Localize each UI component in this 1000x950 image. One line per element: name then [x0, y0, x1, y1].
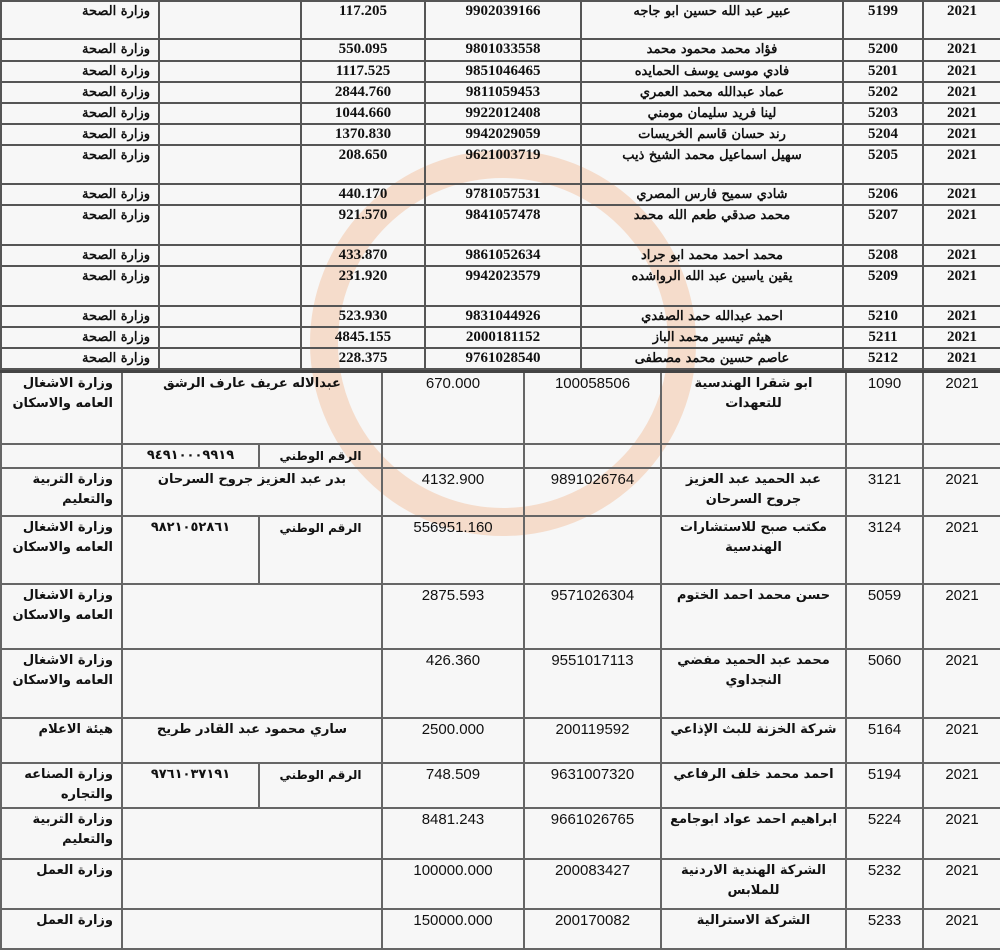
national-id-cell: 9631007320	[524, 763, 661, 808]
amount-cell: 748.509	[382, 763, 524, 808]
name-cell: يقين ياسين عبد الله الرواشده	[581, 266, 843, 306]
table-row	[1, 145, 1000, 184]
record-number-cell: 5208	[843, 245, 923, 266]
ministry-cell: وزارة الصحة	[1, 61, 159, 82]
record-number-cell: 5202	[843, 82, 923, 103]
name-cell: عبد الحميد عبد العزيز جروح السرحان	[661, 468, 846, 516]
name-cell: فادي موسى يوسف الحمايده	[581, 61, 843, 82]
amount-cell: 550.095	[301, 39, 425, 61]
national-id-cell: 9891026764	[524, 468, 661, 516]
name-cell: فؤاد محمد محمود محمد	[581, 39, 843, 61]
year-cell: 2021	[923, 649, 1000, 718]
amount-cell: 117.205	[301, 1, 425, 39]
representative-name-cell	[122, 649, 382, 718]
national-id-cell: 9851046465	[425, 61, 581, 82]
year-cell: 2021	[923, 184, 1000, 205]
record-number-cell: 5206	[843, 184, 923, 205]
table-row	[1, 61, 1000, 82]
national-id-cell: 9761028540	[425, 348, 581, 369]
amount-cell: 2844.760	[301, 82, 425, 103]
amount-cell: 8481.243	[382, 808, 524, 859]
year-cell: 2021	[923, 306, 1000, 327]
national-id-cell: 9781057531	[425, 184, 581, 205]
national-id-cell	[524, 516, 661, 584]
name-cell: احمد محمد خلف الرفاعي	[661, 763, 846, 808]
representative-name-cell	[122, 808, 382, 859]
extra-cell	[159, 327, 301, 348]
national-id-cell	[524, 444, 661, 468]
year-cell: 2021	[923, 763, 1000, 808]
record-number-cell: 5203	[843, 103, 923, 124]
record-number-cell: 5199	[843, 1, 923, 39]
table-row	[1, 205, 1000, 245]
national-id-cell: 200119592	[524, 718, 661, 763]
extra-cell	[159, 82, 301, 103]
record-number-cell: 5212	[843, 348, 923, 369]
year-cell: 2021	[923, 909, 1000, 949]
record-number-cell: 5164	[846, 718, 923, 763]
name-cell: شادي سميح فارس المصري	[581, 184, 843, 205]
year-cell: 2021	[923, 103, 1000, 124]
representative-national-id: ٩٧٦١٠٣٧١٩١	[122, 763, 259, 808]
national-id-cell: 9861052634	[425, 245, 581, 266]
ministry-cell: وزارة الصحة	[1, 82, 159, 103]
record-number-cell: 5194	[846, 763, 923, 808]
amount-cell: 426.360	[382, 649, 524, 718]
amount-cell: 4845.155	[301, 327, 425, 348]
name-cell: ابراهيم احمد عواد ابوجامع	[661, 808, 846, 859]
year-cell: 2021	[923, 516, 1000, 584]
ministry-cell: وزارة الصناعه والتجاره	[1, 763, 122, 808]
table-row	[1, 584, 1000, 649]
name-cell: شركة الخزنة للبث الإذاعي	[661, 718, 846, 763]
representative-name-cell	[122, 584, 382, 649]
national-id-label: الرقم الوطني	[259, 763, 382, 808]
amount-cell: 1044.660	[301, 103, 425, 124]
ministry-cell: وزارة الاشغال العامه والاسكان	[1, 584, 122, 649]
national-id-cell: 9831044926	[425, 306, 581, 327]
amount-cell: 433.870	[301, 245, 425, 266]
name-cell: عاصم حسين محمد مصطفى	[581, 348, 843, 369]
payments-table-bottom	[0, 370, 1000, 950]
table-row	[1, 348, 1000, 369]
ministry-cell: هيئة الاعلام	[1, 718, 122, 763]
national-id-cell: 9942029059	[425, 124, 581, 145]
record-number-cell: 5224	[846, 808, 923, 859]
ministry-cell: وزارة الصحة	[1, 245, 159, 266]
ministry-cell: وزارة الصحة	[1, 103, 159, 124]
record-number-cell: 5211	[843, 327, 923, 348]
amount-cell: 1117.525	[301, 61, 425, 82]
year-cell: 2021	[923, 859, 1000, 909]
table-row	[1, 909, 1000, 949]
extra-cell	[159, 205, 301, 245]
national-id-cell: 9811059453	[425, 82, 581, 103]
table-row	[1, 124, 1000, 145]
national-id-cell: 2000181152	[425, 327, 581, 348]
ministry-cell: وزارة الصحة	[1, 348, 159, 369]
year-cell: 2021	[923, 145, 1000, 184]
table-row	[1, 245, 1000, 266]
extra-cell	[159, 1, 301, 39]
name-cell: محمد عبد الحميد مفضي النجداوي	[661, 649, 846, 718]
record-number-cell: 3121	[846, 468, 923, 516]
national-id-cell: 9621003719	[425, 145, 581, 184]
national-id-cell: 100058506	[524, 372, 661, 444]
ministry-cell: وزارة التربية والتعليم	[1, 468, 122, 516]
national-id-cell: 9942023579	[425, 266, 581, 306]
amount-cell: 228.375	[301, 348, 425, 369]
table-row	[1, 103, 1000, 124]
name-cell: ابو شقرا الهندسية للتعهدات	[661, 372, 846, 444]
ministry-cell	[1, 444, 122, 468]
name-cell: عماد عبدالله محمد العمري	[581, 82, 843, 103]
representative-name-cell: ساري محمود عبد القادر طريح	[122, 718, 382, 763]
table-row	[1, 468, 1000, 516]
ministry-cell: وزارة الصحة	[1, 184, 159, 205]
extra-cell	[159, 348, 301, 369]
national-id-cell: 9661026765	[524, 808, 661, 859]
year-cell: 2021	[923, 348, 1000, 369]
amount-cell: 670.000	[382, 372, 524, 444]
table-row	[1, 82, 1000, 103]
year-cell: 2021	[923, 82, 1000, 103]
record-number-cell: 5209	[843, 266, 923, 306]
national-id-cell: 200083427	[524, 859, 661, 909]
record-number-cell: 5060	[846, 649, 923, 718]
national-id-cell: 9571026304	[524, 584, 661, 649]
record-number-cell: 5059	[846, 584, 923, 649]
name-cell: حسن محمد احمد الختوم	[661, 584, 846, 649]
table-row	[1, 372, 1000, 444]
amount-cell	[382, 444, 524, 468]
extra-cell	[159, 306, 301, 327]
record-number-cell: 5200	[843, 39, 923, 61]
table-row	[1, 718, 1000, 763]
year-cell: 2021	[923, 584, 1000, 649]
year-cell: 2021	[923, 718, 1000, 763]
year-cell: 2021	[923, 205, 1000, 245]
amount-cell: 100000.000	[382, 859, 524, 909]
representative-name-cell: عبدالاله عريف عارف الرشق	[122, 372, 382, 444]
table-row	[1, 184, 1000, 205]
amount-cell: 4132.900	[382, 468, 524, 516]
national-id-label: الرقم الوطني	[259, 516, 382, 584]
name-cell: محمد احمد محمد ابو جراد	[581, 245, 843, 266]
extra-cell	[159, 103, 301, 124]
extra-cell	[159, 184, 301, 205]
national-id-cell: 9551017113	[524, 649, 661, 718]
table-row	[1, 306, 1000, 327]
record-number-cell: 5205	[843, 145, 923, 184]
national-id-label: الرقم الوطني	[259, 444, 382, 468]
amount-cell: 2875.593	[382, 584, 524, 649]
ministry-cell: وزارة الصحة	[1, 1, 159, 39]
extra-cell	[159, 124, 301, 145]
ministry-cell: وزارة الاشغال العامه والاسكان	[1, 372, 122, 444]
amount-cell: 231.920	[301, 266, 425, 306]
payments-table-top	[0, 0, 1000, 370]
year-cell: 2021	[923, 327, 1000, 348]
table-row	[1, 444, 1000, 468]
table-row	[1, 763, 1000, 808]
name-cell: لينا فريد سليمان مومني	[581, 103, 843, 124]
amount-cell: 1370.830	[301, 124, 425, 145]
amount-cell: 556951.160	[382, 516, 524, 584]
ministry-cell: وزارة الصحة	[1, 327, 159, 348]
record-number-cell: 3124	[846, 516, 923, 584]
year-cell: 2021	[923, 39, 1000, 61]
representative-name-cell: بدر عبد العزيز جروح السرحان	[122, 468, 382, 516]
record-number-cell: 1090	[846, 372, 923, 444]
record-number-cell: 5232	[846, 859, 923, 909]
extra-cell	[159, 61, 301, 82]
name-cell: مكتب صبح للاستشارات الهندسية	[661, 516, 846, 584]
extra-cell	[159, 245, 301, 266]
table-row	[1, 516, 1000, 584]
amount-cell: 921.570	[301, 205, 425, 245]
year-cell: 2021	[923, 61, 1000, 82]
ministry-cell: وزارة الصحة	[1, 266, 159, 306]
year-cell: 2021	[923, 372, 1000, 444]
extra-cell	[159, 266, 301, 306]
national-id-cell: 9841057478	[425, 205, 581, 245]
name-cell: الشركة الاسترالية	[661, 909, 846, 949]
year-cell	[923, 444, 1000, 468]
table-row	[1, 649, 1000, 718]
name-cell: محمد صدقي طعم الله محمد	[581, 205, 843, 245]
ministry-cell: وزارة الصحة	[1, 145, 159, 184]
table-row	[1, 266, 1000, 306]
year-cell: 2021	[923, 266, 1000, 306]
year-cell: 2021	[923, 245, 1000, 266]
representative-national-id: ٩٤٩١٠٠٠٩٩١٩	[122, 444, 259, 468]
year-cell: 2021	[923, 124, 1000, 145]
extra-cell	[159, 39, 301, 61]
record-number-cell: 5201	[843, 61, 923, 82]
ministry-cell: وزارة الصحة	[1, 124, 159, 145]
table-row	[1, 327, 1000, 348]
name-cell: هيثم تيسير محمد الباز	[581, 327, 843, 348]
table-row	[1, 1, 1000, 39]
table-row	[1, 859, 1000, 909]
amount-cell: 150000.000	[382, 909, 524, 949]
name-cell	[661, 444, 846, 468]
year-cell: 2021	[923, 468, 1000, 516]
national-id-cell: 9801033558	[425, 39, 581, 61]
ministry-cell: وزارة الصحة	[1, 306, 159, 327]
national-id-cell: 200170082	[524, 909, 661, 949]
year-cell: 2021	[923, 808, 1000, 859]
national-id-cell: 9922012408	[425, 103, 581, 124]
year-cell: 2021	[923, 1, 1000, 39]
record-number-cell: 5210	[843, 306, 923, 327]
representative-name-cell	[122, 859, 382, 909]
ministry-cell: وزارة الصحة	[1, 205, 159, 245]
name-cell: عبير عبد الله حسين ابو جاجه	[581, 1, 843, 39]
ministry-cell: وزارة العمل	[1, 859, 122, 909]
ministry-cell: وزارة الصحة	[1, 39, 159, 61]
ministry-cell: وزارة الاشغال العامه والاسكان	[1, 516, 122, 584]
amount-cell: 2500.000	[382, 718, 524, 763]
table-row	[1, 808, 1000, 859]
ministry-cell: وزارة الاشغال العامه والاسكان	[1, 649, 122, 718]
representative-name-cell	[122, 909, 382, 949]
record-number-cell: 5207	[843, 205, 923, 245]
record-number-cell	[846, 444, 923, 468]
name-cell: سهيل اسماعيل محمد الشيخ ذيب	[581, 145, 843, 184]
name-cell: الشركة الهندية الاردنية للملابس	[661, 859, 846, 909]
representative-national-id: ٩٨٢١٠٥٢٨٦١	[122, 516, 259, 584]
name-cell: احمد عبدالله حمد الصفدي	[581, 306, 843, 327]
ministry-cell: وزارة التربية والتعليم	[1, 808, 122, 859]
national-id-cell: 9902039166	[425, 1, 581, 39]
amount-cell: 440.170	[301, 184, 425, 205]
name-cell: رند حسان قاسم الخريسات	[581, 124, 843, 145]
record-number-cell: 5233	[846, 909, 923, 949]
record-number-cell: 5204	[843, 124, 923, 145]
amount-cell: 523.930	[301, 306, 425, 327]
ministry-cell: وزارة العمل	[1, 909, 122, 949]
table-row	[1, 39, 1000, 61]
amount-cell: 208.650	[301, 145, 425, 184]
extra-cell	[159, 145, 301, 184]
